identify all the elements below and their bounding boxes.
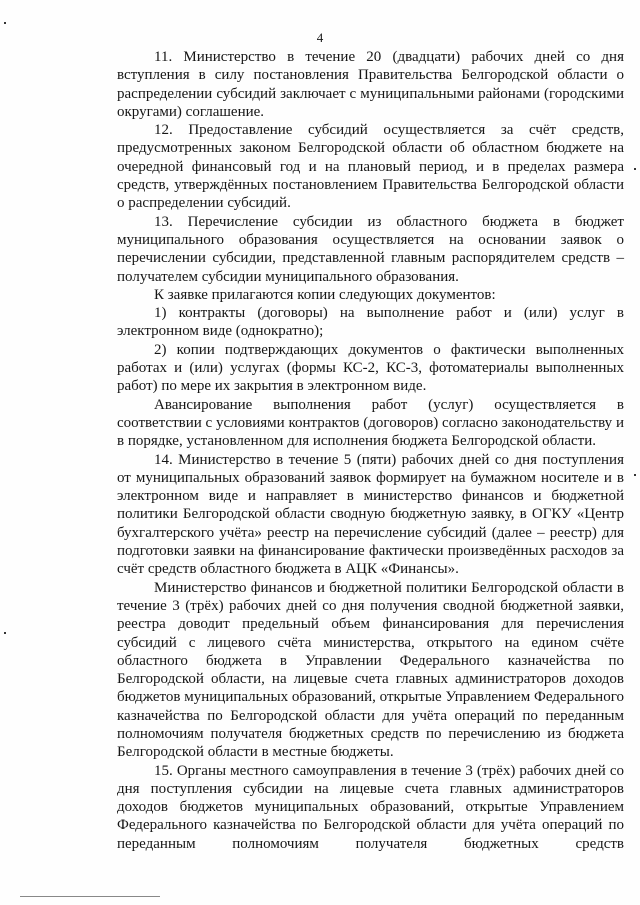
list-item-2: 2) копии подтверждающих документов о фактически выполненных работах и (или) услугах (формы КС-2, КС-3, фотоматериалы выполненных работ) по мере их закрытия в электронном виде.: [117, 341, 624, 395]
page-number: 4: [316, 30, 324, 45]
scan-speck: [634, 168, 636, 170]
paragraph-attachments-intro: К заявке прилагаются копии следующих документов:: [154, 286, 496, 303]
scan-edge-line: [20, 896, 160, 897]
paragraph-14: 14. Министерство в течение 5 (пяти) рабочих дней со дня поступления от муниципальных образований заявок формирует на бумажном носителе и в электронном виде и направляет в министерство финансов и бюджетной политики Белгородской области сводную бюджетную заявку, в ОГКУ «Центр бухгалтерского учёта» реестр на перечисление субсидий (далее – реестр) для подготовки заявки на финансирование фактически произведённых расходов за счёт средств областного бюджета в АЦК «Финансы».: [117, 451, 624, 578]
paragraph-ministry-finance: Министерство финансов и бюджетной политики Белгородской области в течение 3 (трёх) рабочих дней со дня получения сводной бюджетной заявки, реестра доводит предельный объем финансирования для перечисления субсидий с лицевого счёта министерства, открытого на едином счёте областного бюджета в Управлении Федерального казначейства по Белгородской области, на лицевые счета главных администраторов доходов бюджетов муниципальных образований, открытые Управлением Федерального казначейства по Белгородской области для учёта операций по переданным полномочиям получателя бюджетных средств по перечислению из бюджета Белгородской области в местные бюджеты.: [117, 579, 624, 761]
scan-speck: [634, 474, 636, 476]
paragraph-13: 13. Перечисление субсидии из областного бюджета в бюджет муниципального образования осуществляется на основании заявок о перечислении субсидии, представленной главным распорядителем средств – получателем субсидии муниципального образования.: [117, 213, 624, 285]
paragraph-15: 15. Органы местного самоуправления в течение 3 (трёх) рабочих дней со дня поступления субсидии на лицевые счета главных администраторов доходов бюджетов муниципальных образований, открытые Управлением Федерального казначейства по Белгородской области для учёта операций по переданным полномочиям получателя бюджетных средств: [117, 762, 624, 852]
scan-speck: [4, 22, 6, 24]
document-body: [117, 48, 624, 853]
paragraph-12: 12. Предоставление субсидий осуществляется за счёт средств, предусмотренных законом Белгородской области об областном бюджете на очередной финансовый год и на плановый период, и в пределах размера средств, утверждённых постановлением Правительства Белгородской области о распределении субсидий.: [117, 122, 624, 212]
list-item-1: 1) контракты (договоры) на выполнение работ и (или) услуг в электронном виде (однократно);: [117, 305, 624, 340]
paragraph-11: 11. Министерство в течение 20 (двадцати) рабочих дней со дня вступления в силу постановления Правительства Белгородской области о распределении субсидий заключает с муниципальными районами (городскими округами) соглашение.: [117, 49, 624, 120]
scan-speck: [4, 632, 6, 634]
paragraph-advance-payment: Авансирование выполнения работ (услуг) осуществляется в соответствии с условиями контрактов (договоров) согласно законодательству и в порядке, установленном для исполнения бюджета Белгородской области.: [117, 396, 624, 450]
